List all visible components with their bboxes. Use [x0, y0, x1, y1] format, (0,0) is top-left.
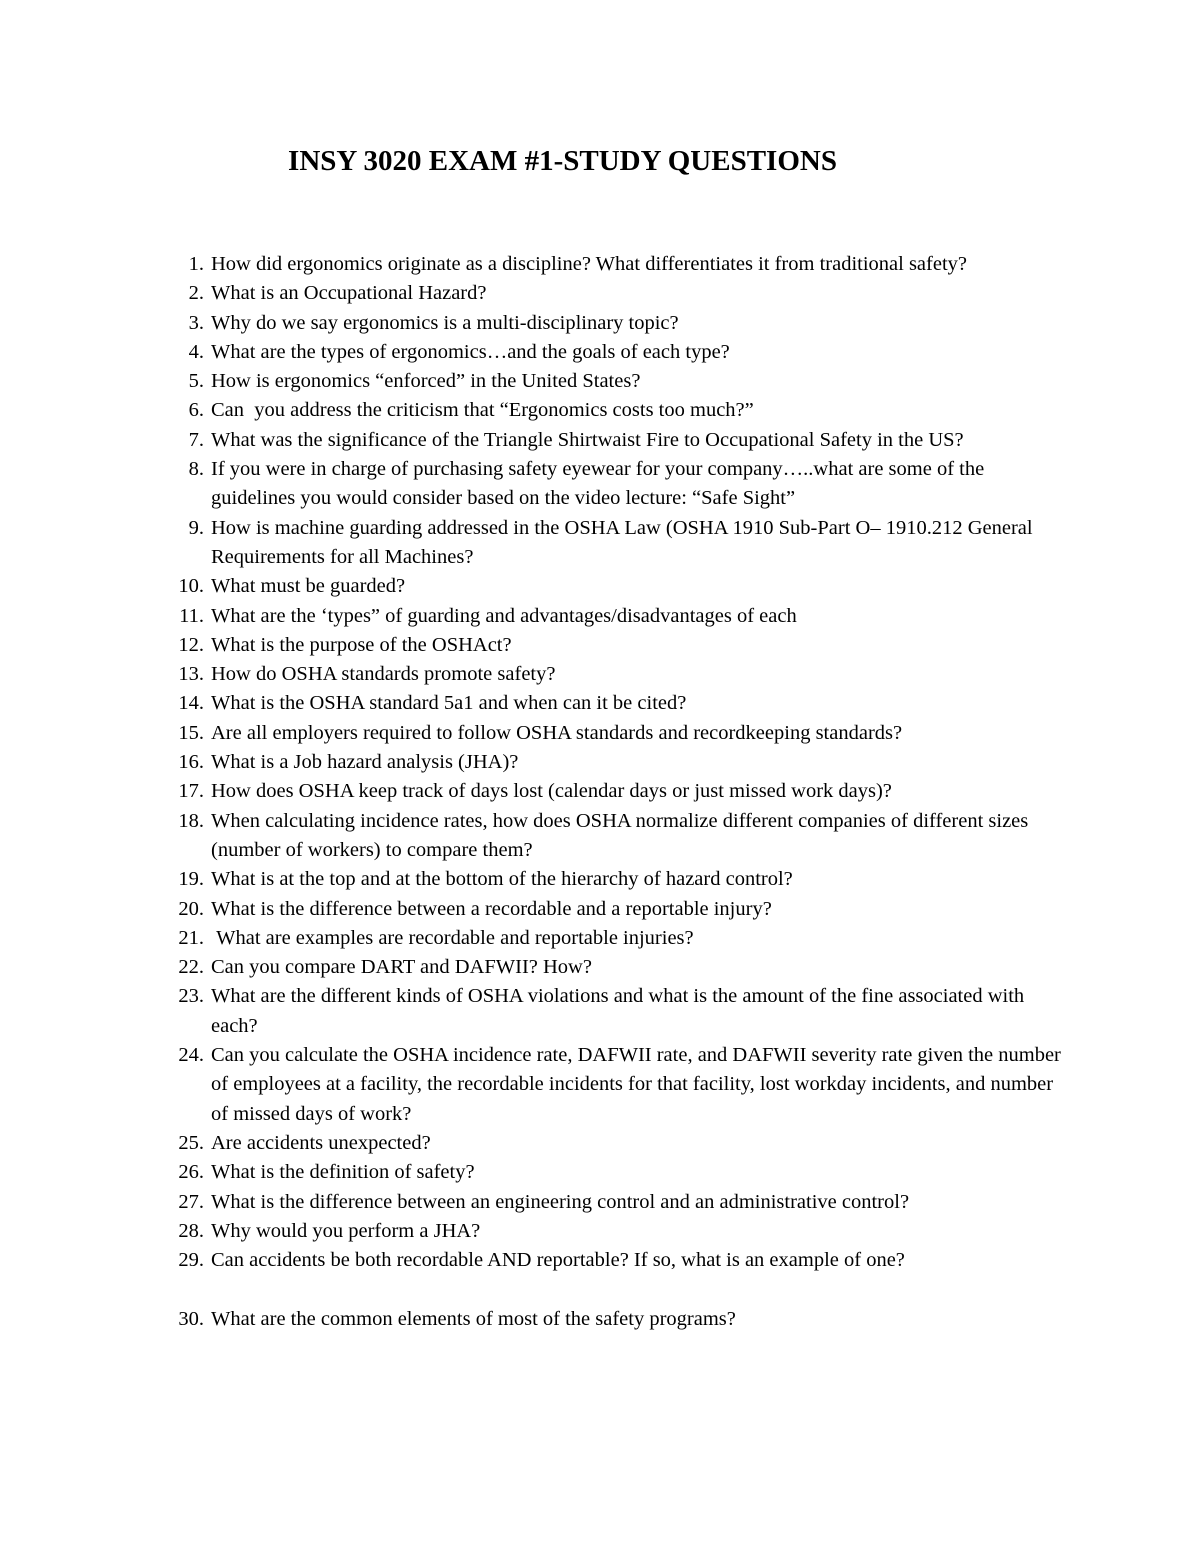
question-number: 24. — [178, 1044, 204, 1067]
question-text: How do OSHA standards promote safety? — [211, 663, 556, 686]
list-item — [168, 514, 1068, 573]
list-item — [168, 309, 1068, 338]
question-number: 5. — [188, 370, 204, 393]
question-number: 30. — [178, 1307, 204, 1330]
question-text: How does OSHA keep track of days lost (calendar days or just missed work days)? — [211, 780, 892, 803]
list-item — [168, 602, 1068, 631]
list-item — [168, 1158, 1068, 1187]
list-item — [168, 279, 1068, 308]
question-text: Can you calculate the OSHA incidence rate, DAFWII rate, and DAFWII severity rate given the number of employees at a facility, the recordable incidents for that facility, lost workday incidents, and number of missed days of work? — [211, 1044, 1061, 1125]
question-number: 21. — [178, 926, 204, 949]
list-item — [168, 1305, 1068, 1334]
question-text: Can accidents be both recordable AND reportable? If so, what is an example of one? — [211, 1249, 905, 1272]
question-text: What are the ‘types” of guarding and advantages/disadvantages of each — [211, 604, 797, 627]
question-number: 11. — [179, 604, 204, 627]
list-item — [168, 660, 1068, 689]
question-text: What are the common elements of most of the safety programs? — [211, 1307, 736, 1330]
list-item — [168, 338, 1068, 367]
question-number: 13. — [178, 663, 204, 686]
question-number: 25. — [178, 1131, 204, 1154]
question-text: What are examples are recordable and reportable injuries? — [211, 926, 694, 949]
question-list — [168, 250, 1068, 1334]
question-text: How did ergonomics originate as a discipline? What differentiates it from traditional safety? — [211, 253, 967, 275]
list-item — [168, 1041, 1068, 1129]
list-item — [168, 250, 1068, 279]
list-item — [168, 719, 1068, 748]
question-text: Can you compare DART and DAFWII? How? — [211, 956, 592, 979]
question-text: If you were in charge of purchasing safety eyewear for your company…..what are some of the guidelines you would consider based on the video lecture: “Safe Sight” — [211, 458, 985, 510]
list-item — [168, 572, 1068, 601]
question-text: What must be guarded? — [211, 575, 406, 598]
list-item — [168, 631, 1068, 660]
question-number: 23. — [178, 985, 204, 1008]
list-item — [168, 689, 1068, 718]
list-item — [168, 807, 1068, 866]
question-number: 15. — [178, 721, 204, 744]
question-number: 27. — [178, 1190, 204, 1213]
question-text: Why do we say ergonomics is a multi-disciplinary topic? — [211, 311, 679, 334]
list-item — [168, 777, 1068, 806]
list-item — [168, 1129, 1068, 1158]
question-number: 14. — [178, 692, 204, 715]
question-text: What is an Occupational Hazard? — [211, 282, 487, 305]
question-number: 1. — [188, 253, 204, 275]
list-item — [168, 396, 1068, 425]
question-text: When calculating incidence rates, how does OSHA normalize different companies of different sizes (number of workers) to compare them? — [211, 809, 1029, 861]
question-text: What is at the top and at the bottom of the hierarchy of hazard control? — [211, 868, 793, 891]
question-number: 4. — [188, 340, 204, 363]
question-text: Can you address the criticism that “Ergonomics costs too much?” — [211, 399, 754, 422]
list-item — [168, 748, 1068, 777]
question-number: 12. — [178, 633, 204, 656]
question-text: What is the difference between an engineering control and an administrative control? — [211, 1190, 910, 1213]
question-number: 20. — [178, 897, 204, 920]
question-number: 22. — [178, 956, 204, 979]
list-item — [168, 982, 1068, 1041]
question-number: 6. — [188, 399, 204, 422]
question-text: Are all employers required to follow OSHA standards and recordkeeping standards? — [211, 721, 903, 744]
question-text: What is the OSHA standard 5a1 and when can it be cited? — [211, 692, 687, 715]
question-text: How is ergonomics “enforced” in the United States? — [211, 370, 641, 393]
question-number: 18. — [178, 809, 204, 832]
question-text: Why would you perform a JHA? — [211, 1219, 481, 1242]
question-number: 9. — [188, 516, 204, 539]
list-item — [168, 1246, 1068, 1275]
document-title: INSY 3020 EXAM #1-STUDY QUESTIONS — [288, 145, 837, 177]
list-item — [168, 895, 1068, 924]
question-text: What is the difference between a recordable and a reportable injury? — [211, 897, 772, 920]
question-text: Are accidents unexpected? — [211, 1131, 431, 1154]
list-item — [168, 953, 1068, 982]
question-number: 3. — [188, 311, 204, 334]
question-number: 7. — [188, 428, 204, 451]
question-number: 29. — [178, 1249, 204, 1272]
question-number: 19. — [178, 868, 204, 891]
question-text: What is the definition of safety? — [211, 1161, 475, 1184]
question-number: 17. — [178, 780, 204, 803]
question-number: 10. — [178, 575, 204, 598]
list-item — [168, 426, 1068, 455]
list-item — [168, 367, 1068, 396]
question-text: How is machine guarding addressed in the OSHA Law (OSHA 1910 Sub-Part O– 1910.212 General Requirements for all Machines? — [211, 516, 1033, 568]
question-number: 2. — [188, 282, 204, 305]
question-number: 16. — [178, 751, 204, 774]
question-text: What is the purpose of the OSHAct? — [211, 633, 512, 656]
question-number: 26. — [178, 1161, 204, 1184]
question-text: What is a Job hazard analysis (JHA)? — [211, 751, 519, 774]
list-item — [168, 1217, 1068, 1246]
list-item — [168, 455, 1068, 514]
list-item — [168, 924, 1068, 953]
list-item — [168, 865, 1068, 894]
question-number: 28. — [178, 1219, 204, 1242]
question-text: What was the significance of the Triangle Shirtwaist Fire to Occupational Safety in the US? — [211, 428, 964, 451]
question-number: 8. — [188, 458, 204, 481]
list-item — [168, 1188, 1068, 1217]
question-text: What are the different kinds of OSHA violations and what is the amount of the fine associated with each? — [211, 985, 1025, 1037]
question-text: What are the types of ergonomics…and the goals of each type? — [211, 340, 730, 363]
